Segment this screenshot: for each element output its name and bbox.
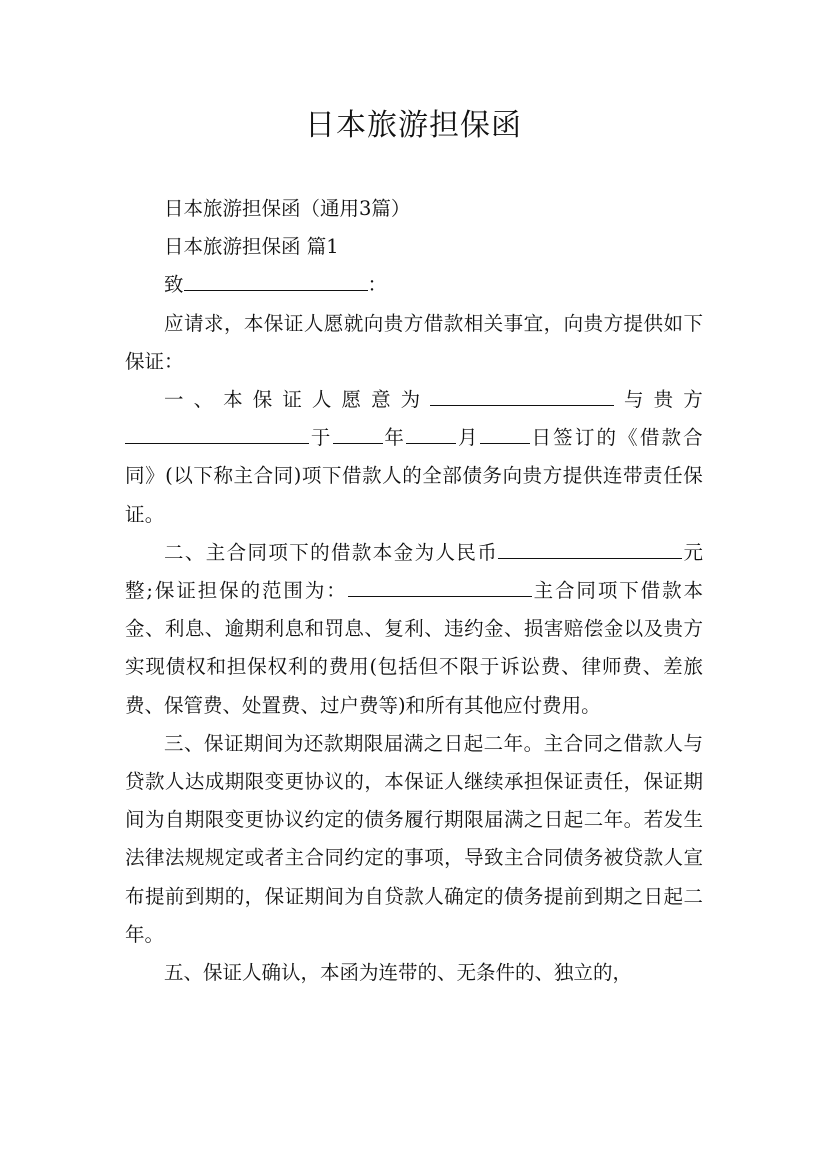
recipient-blank[interactable] — [184, 270, 368, 291]
clause-1-text-e: 月 — [456, 426, 480, 450]
clause-1-text-a: 一、本保证人愿意为 — [164, 388, 431, 412]
clause-1-text-b: 与贵方 — [614, 388, 703, 412]
section-heading: 日本旅游担保函 篇1 — [164, 235, 339, 259]
subtitle: 日本旅游担保函（通用3篇） — [164, 197, 411, 220]
clause-2-text-a: 二、主合同项下的借款本金为人民币 — [164, 540, 499, 564]
clause-3: 三、保证期间为还款期限届满之日起二年。主合同之借款人与贷款人达成期限变更协议的，本保证人继续承担保证责任，保证期间为自期限变更协议约定的债务履行期限届满之日起二年。若发生法律法规规定或者主合同约定的事项，导致主合同债务被贷款人宣布提前到期的，保证期间为自贷款人确定的债务提前到期之日起二年。 — [125, 731, 703, 946]
clause-1-text-c: 于 — [309, 426, 333, 450]
document-title: 日本旅游担保函 — [305, 108, 522, 143]
clause-1-text-d: 年 — [382, 426, 407, 450]
lender-blank[interactable] — [125, 423, 309, 444]
borrower-blank[interactable] — [430, 385, 614, 406]
clause-1 — [125, 381, 703, 534]
salutation-suffix: ： — [367, 273, 388, 297]
clause-2-text-c: 主合同项下借款本金、利息、逾期利息和罚息、复利、违约金、损害赔偿金以及贵方实现债权和担保权利的费用(包括但不限于诉讼费、律师费、差旅费、保管费、处置费、过户费等)和所有其他应付费用。 — [125, 579, 703, 717]
day-blank[interactable] — [480, 423, 530, 444]
clause-2 — [125, 534, 703, 725]
clause-5: 五、保证人确认，本函为连带的、无条件的、独立的， — [164, 961, 633, 985]
principal-amount-blank[interactable] — [498, 538, 682, 559]
clause-2-text-b: 元整;保证担保的范围为： — [125, 540, 703, 603]
document-body — [125, 190, 703, 992]
request-paragraph: 应请求，本保证人愿就向贵方借款相关事宜，向贵方提供如下保证： — [125, 311, 703, 373]
month-blank[interactable] — [406, 423, 456, 444]
salutation — [125, 266, 703, 304]
guarantee-scope-blank[interactable] — [348, 576, 532, 597]
year-blank[interactable] — [333, 423, 383, 444]
salutation-prefix: 致 — [164, 273, 184, 297]
clause-1-text-f: 日签订的《借款合同》(以下称主合同)项下借款人的全部债务向贵方提供连带责任保证。 — [125, 426, 703, 526]
